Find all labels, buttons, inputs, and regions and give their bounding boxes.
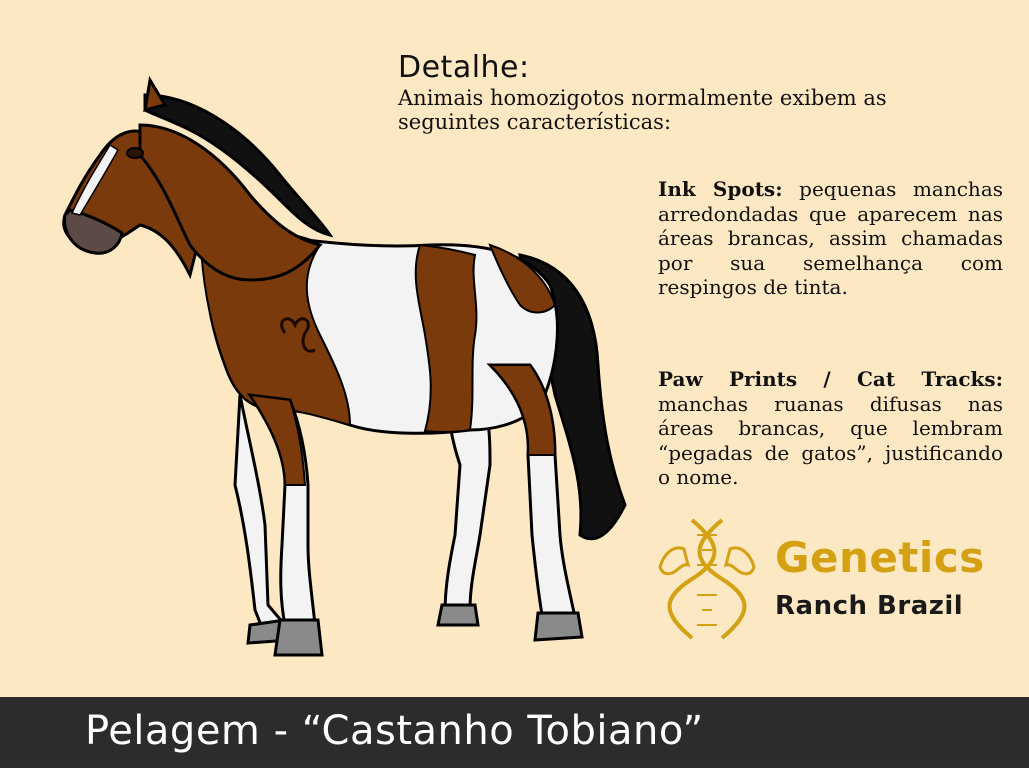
dna-horse-logo-icon [652,515,762,643]
horse-hind-near-hoof [535,613,582,640]
horse-front-near-hoof [275,620,322,655]
horse-far-hind-hoof [438,605,478,625]
logo-text-ranch-brazil: Ranch Brazil [775,591,964,621]
footer-banner [0,697,1029,768]
ink-spots-description: pequenas manchas arredondadas que aparecem nas áreas brancas, assim chamadas por sua semelhança com respingos de tinta. [658,177,1004,299]
logo-text-genetics: Genetics [775,533,985,582]
horse-illustration [50,65,650,685]
paw-prints-description: manchas ruanas difusas nas áreas brancas, que lembram “pegadas de gatos”, justificando o nome. [658,391,1003,489]
horse-eye [127,148,143,158]
ink-spots-term: Ink Spots: [658,177,783,201]
detail-text: Animais homozigotos normalmente exibem as seguintes características: [398,86,887,134]
ink-spots-paragraph [658,177,1003,300]
footer-title: Pelagem - “Castanho Tobiano” [85,708,704,754]
paw-prints-term: Paw Prints / Cat Tracks: [658,367,1003,391]
detail-title: Detalhe: [398,50,530,85]
paw-prints-paragraph [658,367,1003,490]
detail-section [398,50,958,134]
